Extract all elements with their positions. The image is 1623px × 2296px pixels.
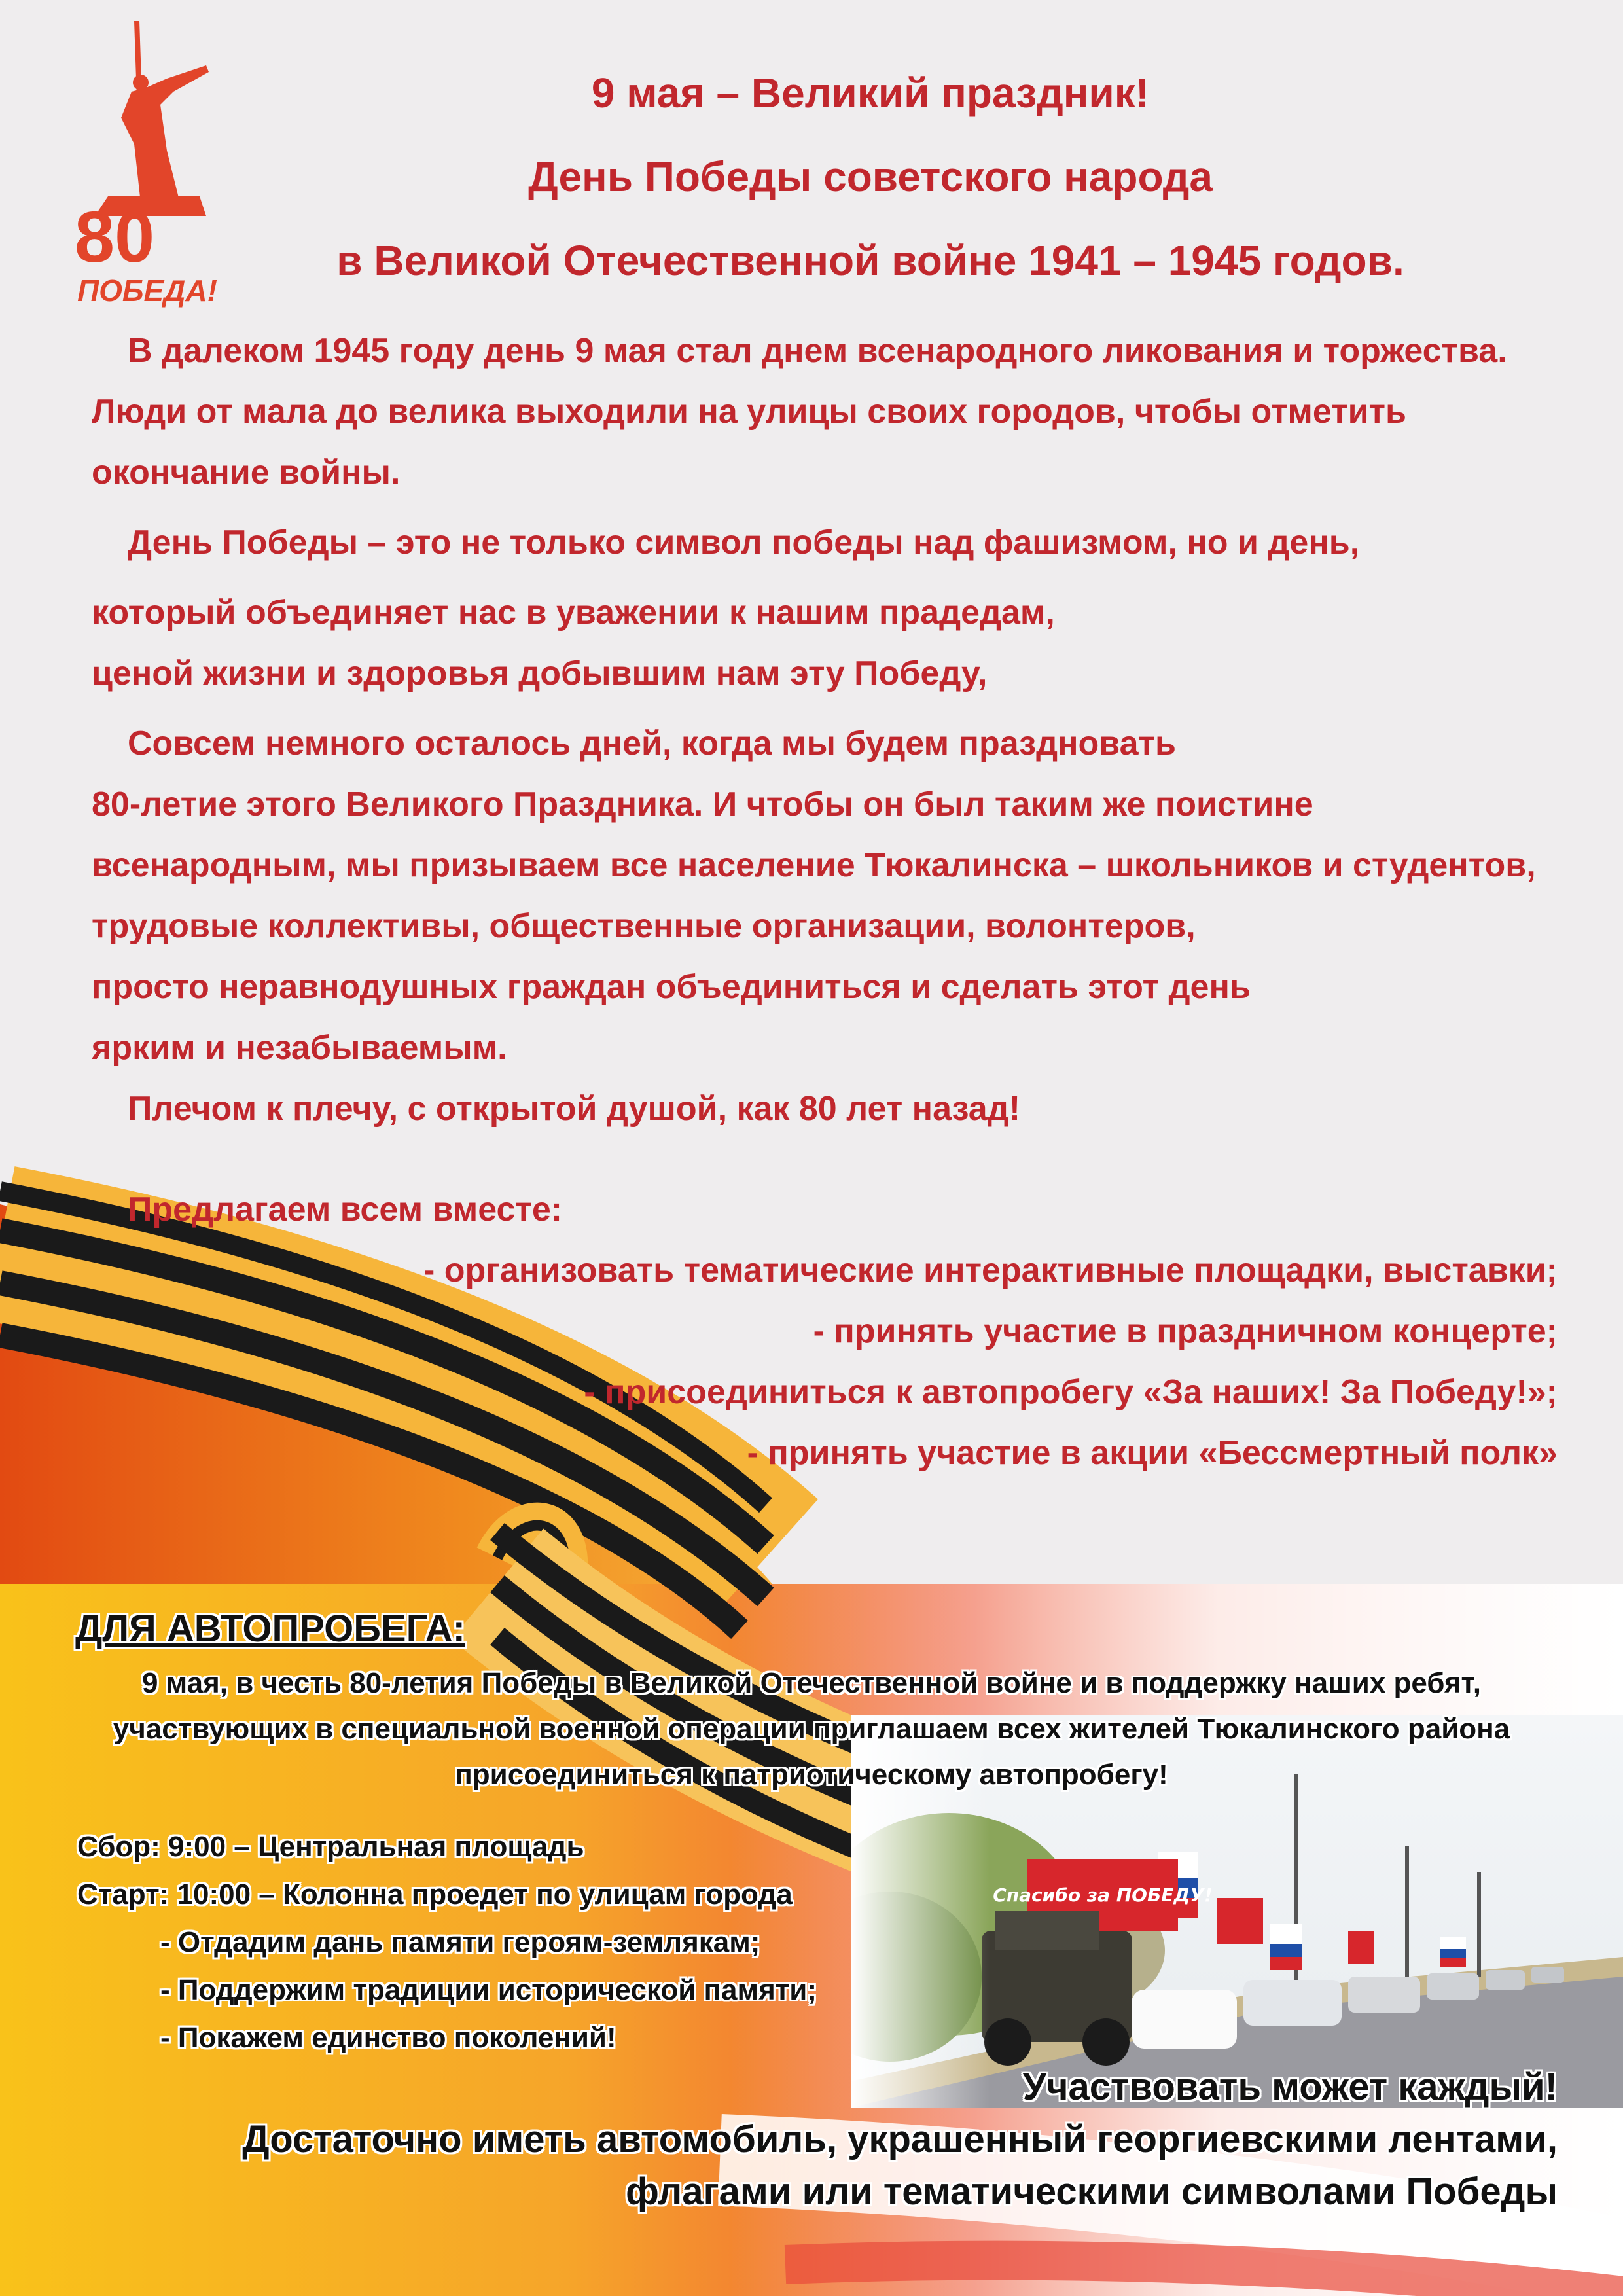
gathering-info: Сбор: 9:00 – Центральная площадь bbox=[77, 1831, 584, 1863]
emblem-number: 80 bbox=[74, 197, 155, 278]
intro-line: Совсем немного осталось дней, когда мы будем праздновать bbox=[128, 725, 1176, 762]
title-line: в Великой Отечественной войне 1941 – 1945 годов. bbox=[336, 237, 1404, 284]
proposal-item: - организовать тематические интерактивные площадки, выставки; bbox=[423, 1251, 1558, 1289]
intro-line: который объединяет нас в уважении к нашим прадедам, bbox=[92, 594, 1055, 632]
intro-line: ценой жизни и здоровья добывшим нам эту Победу, bbox=[92, 655, 988, 692]
title-line: День Победы советского народа bbox=[528, 153, 1213, 200]
intro-line: 80-летие этого Великого Праздника. И чтобы он был таким же поистине bbox=[92, 785, 1313, 823]
autorun-intro-line: 9 мая, в честь 80-летия Победы в Великой Отечественной войне и в поддержку наших ребят, bbox=[141, 1667, 1482, 1699]
autorun-bullet: - Отдадим дань памяти героям-землякам; bbox=[160, 1926, 760, 1958]
autorun-bullet: - Поддержим традиции исторической памяти; bbox=[160, 1974, 817, 2006]
intro-line: окончание войны. bbox=[92, 454, 401, 492]
emblem-label: ПОБЕДА! bbox=[77, 274, 217, 308]
intro-line: ярким и незабываемым. bbox=[92, 1029, 507, 1067]
autorun-intro-line: присоединиться к патриотическому автопробегу! bbox=[455, 1759, 1168, 1791]
intro-line: В далеком 1945 году день 9 мая стал днем всенародного ликования и торжества. bbox=[128, 332, 1507, 370]
motherland-calls-statue-icon bbox=[95, 21, 209, 216]
autorun-bullet: - Покажем единство поколений! bbox=[160, 2022, 616, 2054]
intro-line: День Победы – это не только символ победы над фашизмом, но и день, bbox=[128, 524, 1360, 562]
start-info: Старт: 10:00 – Колонна проедет по улицам города bbox=[77, 1878, 793, 1910]
intro-line: Люди от мала до велика выходили на улицы своих городов, чтобы отметить bbox=[92, 393, 1406, 431]
page-title bbox=[196, 51, 1544, 302]
closing-line: Достаточно иметь автомобиль, украшенный георгиевскими лентами, bbox=[242, 2118, 1558, 2161]
intro-line: всенародным, мы призываем все население Тюкалинска – школьников и студентов, bbox=[92, 846, 1536, 884]
autorun-intro-line: участвующих в специальной военной операции приглашаем всех жителей Тюкалинского района bbox=[113, 1713, 1510, 1745]
proposal-item: - присоединиться к автопробегу «За наших! За Победу!»; bbox=[584, 1373, 1558, 1411]
intro-line: трудовые коллективы, общественные организации, волонтеров, bbox=[92, 907, 1196, 945]
closing-line: флагами или тематическими символами Победы bbox=[626, 2170, 1558, 2213]
autorun-heading: ДЛЯ АВТОПРОБЕГА: bbox=[75, 1607, 466, 1650]
proposal-item: - принять участие в акции «Бессмертный полк» bbox=[747, 1434, 1558, 1472]
intro-line: просто неравнодушных граждан объединиться и сделать этот день bbox=[92, 968, 1251, 1006]
closing-line: Участвовать может каждый! bbox=[1022, 2066, 1558, 2108]
proposal-item: - принять участие в праздничном концерте; bbox=[813, 1312, 1558, 1350]
intro-line: Плечом к плечу, с открытой душой, как 80 лет назад! bbox=[128, 1090, 1021, 1128]
title-line: 9 мая – Великий праздник! bbox=[591, 69, 1150, 117]
proposals-title: Предлагаем всем вместе: bbox=[128, 1191, 563, 1229]
